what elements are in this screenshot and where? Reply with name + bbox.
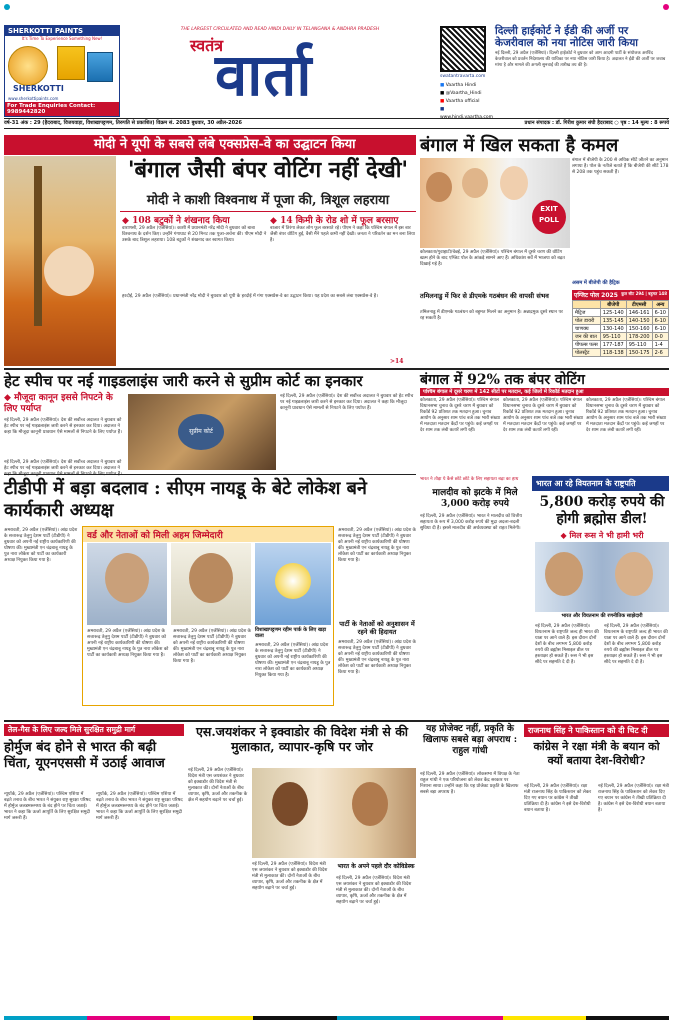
rajnath-tag: राजनाथ सिंह ने पाकिस्तान को दी चिट दी — [524, 724, 669, 737]
bengal-lead-body-1: वाराणसी, 29 अप्रैल (एजेंसियां)। काशी में प्रधानमंत्री नरेंद्र मोदी ने बुधवार को बाबा विश्वनाथ के दर्शन किए। उन्होंने गंगाघाट से 20 मिनट तक पूजा-अर्चना की। पीएम मोदी ने उसके बाद त्रिशूल लहराया। 108 बटुकों ने शंखनाद कर स्वागत किया। — [122, 226, 267, 243]
exit-poll-badge: EXIT POLL — [532, 200, 566, 234]
table-cell: चाणक्य — [573, 325, 601, 333]
bengal-right-headline[interactable]: बंगाल में खिल सकता है कमल — [420, 135, 619, 156]
person-icon — [500, 166, 528, 200]
tdp-box-body: अमरावती, 29 अप्रैल (एजेंसियां)। आंध्र प्रदेश के सत्तारूढ़ तेलुगु देशम पार्टी (टीडीपी) ने बुधवार को अपनी नई राष्ट्रीय कार्यकारिणी की घोषणा की। मुख्यमंत्री एन चंद्रबाबू नायडू के पुत्र नारा लोकेश को पार्टी का कार्यकारी अध्यक्ष नियुक्त किया गया है। — [87, 629, 169, 658]
rahul-body: नई दिल्ली, 29 अप्रैल (एजेंसियां)। लोकसभा में विपक्ष के नेता राहुल गांधी ने एक परियोजना को लेकर केंद्र सरकार पर निशाना साधा। उन्होंने कहा कि यह प्रोजेक्ट प्रकृति के खिलाफ सबसे बड़ा अपराध है। — [420, 772, 520, 795]
bengal-lead-subhead[interactable]: मोदी ने काशी विश्वनाथ में पूजा की, त्रिशूल लहराया — [146, 193, 390, 208]
table-cell: जन की बात — [573, 333, 601, 341]
lokesh-photo — [171, 543, 251, 625]
maldives-body: नई दिल्ली, 29 अप्रैल (एजेंसियां)। भारत ने मालदीव को वित्तीय सहायता के रूप में 3,000 करोड़ रुपये की मुद्रा अदला-बदली सुविधा दी है। इससे मालदीव की अर्थव्यवस्था को राहत मिलेगी। — [420, 514, 522, 531]
table-cell: पोल डायरी — [573, 317, 601, 325]
ad-tagline: It's Time To Experience Something New! — [21, 36, 103, 41]
person-icon — [545, 552, 583, 596]
bengal-voting-body-1: कोलकाता, 29 अप्रैल (एजेंसियां)। पश्चिम बंगाल विधानसभा चुनाव के दूसरे चरण में बुधवार को रिकॉर्ड 92 प्रतिशत तक मतदान हुआ। चुनाव आयोग के अनुसार शाम पांच बजे तक भारी संख्या में मतदाता मतदान केंद्रों पर पहुंचे। कई जगहों पर देर शाम तक लंबी कतारें लगी रहीं। — [420, 398, 500, 433]
ad-brand: SHERKOTTI PAINTS — [5, 26, 119, 36]
top-right-headline: दिल्ली हाईकोर्ट ने ईडी की अर्जी पर केजरीवाल को नया नोटिस जारी किया — [495, 25, 639, 49]
bullet-icon: ◆ — [560, 530, 570, 540]
hormuz-body-2: न्यूयॉर्क, 29 अप्रैल (एजेंसियां)। पश्चिम एशिया में बढ़ते तनाव के बीच भारत ने संयुक्त राष्ट्र सुरक्षा परिषद में होर्मुज जलडमरूमध्य के बंद होने पर चिंता जताई। भारत ने कहा कि ऊर्जा आपूर्ति के लिए सुरक्षित समुद्री मार्ग जरूरी हैं। — [96, 792, 183, 821]
tn-body: तमिलनाडु में डीएमके गठबंधन को बहुमत मिलने का अनुमान है। अन्नाद्रमुक दूसरे स्थान पर रह सकती है। — [420, 310, 563, 321]
person-icon — [352, 782, 388, 826]
jaishankar-photo — [252, 768, 416, 858]
modi-photo — [4, 156, 116, 366]
sherkotti-ad[interactable] — [4, 25, 120, 117]
volleyball-photo — [255, 543, 331, 625]
masthead-tagline: THE LARGEST CIRCULATED AND READ HINDI DAILY IN TELANGANA & ANDHRA PRADESH — [180, 27, 380, 32]
bengal-right-body: कोलकाता/गुवाहाटी/चेन्नई, 29 अप्रैल (एजेंसियां)। पश्चिम बंगाल में दूसरे चरण की वोटिंग खत्म होने के बाद एग्जिट पोल के आंकड़े सामने आए हैं। अधिकांश सर्वे में भाजपा को बढ़त दिखाई गई है। — [420, 250, 565, 267]
tdp-headline[interactable]: टीडीपी में बड़ा बदलाव : सीएम नायडू के बेटे लोकेश बने कार्यकारी अध्यक्ष — [4, 478, 367, 521]
tdp-body-1: अमरावती, 29 अप्रैल (एजेंसियां)। आंध्र प्रदेश के सत्तारूढ़ तेलुगु देशम पार्टी (टीडीपी) ने बुधवार को अपनी नई राष्ट्रीय कार्यकारिणी की घोषणा की। मुख्यमंत्री एन चंद्रबाबू नायडू के पुत्र नारा लोकेश को पार्टी का कार्यकारी अध्यक्ष नियुक्त किया गया है। — [4, 528, 78, 563]
table-col-header — [573, 301, 601, 309]
bengal-voting-subhead: पश्चिम बंगाल में दूसरे चरण में 142 सीटों पर मतदान, कई जिलों में रिकॉर्ड मतदान हुआ — [420, 388, 669, 396]
table-cell: 118-138 — [600, 349, 626, 357]
twitter-icon: ■ — [440, 91, 445, 96]
bengal-voting-body-2: कोलकाता, 29 अप्रैल (एजेंसियां)। पश्चिम बंगाल विधानसभा चुनाव के दूसरे चरण में बुधवार को रिकॉर्ड 92 प्रतिशत तक मतदान हुआ। चुनाव आयोग के अनुसार शाम पांच बजे तक भारी संख्या में मतदाता मतदान केंद्रों पर पहुंचे। कई जगहों पर देर शाम तक लंबी कतारें लगी रहीं। — [503, 398, 583, 433]
ad-website: www.sherkottipaints.com — [8, 96, 59, 101]
hormuz-body-1: न्यूयॉर्क, 29 अप्रैल (एजेंसियां)। पश्चिम एशिया में बढ़ते तनाव के बीच भारत ने संयुक्त राष्ट्र सुरक्षा परिषद में होर्मुज जलडमरूमध्य के बंद होने पर चिंता जताई। भारत ने कहा कि ऊर्जा आपूर्ति के लिए सुरक्षित समुद्री मार्ग जरूरी हैं। — [4, 792, 91, 821]
bullet-icon: ◆ — [270, 216, 281, 226]
tn-subhead: तमिलनाडु में फिर से डीएमके गठबंधन की वापसी संभव — [420, 292, 549, 300]
supreme-court-photo — [128, 394, 276, 470]
table-row — [573, 333, 669, 341]
table-cell: 95-110 — [600, 333, 626, 341]
jaishankar-body-2: नई दिल्ली, 29 अप्रैल (एजेंसियां)। विदेश मंत्री एस जयशंकर ने बुधवार को इक्वाडोर की विदेश मंत्री से मुलाकात की। दोनों नेताओं के बीच व्यापार, कृषि, ऊर्जा और तकनीक के क्षेत्र में सहयोग बढ़ाने पर चर्चा हुई। — [252, 862, 328, 891]
table-row — [573, 349, 669, 357]
youtube-icon: ■ — [440, 99, 445, 104]
bengal-lead-headline[interactable]: 'बंगाल जैसी बंपर वोटिंग नहीं देखी' — [127, 157, 409, 183]
vietnam-tag: भारत आ रहे वियतनाम के राष्ट्रपति — [532, 476, 669, 491]
table-cell: 125-140 — [600, 309, 626, 317]
bengal-lead-body-3: हरदोई, 29 अप्रैल (एजेंसियां)। प्रधानमंत्री नरेंद्र मोदी ने बुधवार को यूपी के हरदोई में गंगा एक्सप्रेस-वे का उद्घाटन किया। यह प्रदेश का सबसे लंबा एक्सप्रेस-वे है। — [122, 294, 378, 299]
photo-caption: विशाखापट्टणम रहीम पार्क के लिए खड़ा वाला — [255, 627, 327, 639]
registration-mark — [663, 4, 669, 10]
person-icon — [44, 246, 94, 296]
continued-marker[interactable]: >14 — [390, 358, 404, 365]
table-cell: 178-200 — [626, 333, 652, 341]
table-cell: 2-6 — [652, 349, 668, 357]
newspaper-logo: वार्ता — [215, 41, 313, 109]
tdp-box — [82, 526, 334, 706]
table-header-row — [573, 301, 669, 309]
exit-poll-table — [572, 290, 669, 357]
bengal-voting-body-3: कोलकाता, 29 अप्रैल (एजेंसियां)। पश्चिम बंगाल विधानसभा चुनाव के दूसरे चरण में बुधवार को रिकॉर्ड 92 प्रतिशत तक मतदान हुआ। चुनाव आयोग के अनुसार शाम पांच बजे तक भारी संख्या में मतदाता मतदान केंद्रों पर पहुंचे। कई जगहों पर देर शाम तक लंबी कतारें लगी रहीं। — [586, 398, 666, 433]
table-cell: 146-161 — [626, 309, 652, 317]
table-cell: मैट्रिज — [573, 309, 601, 317]
tdp-body-3: अमरावती, 29 अप्रैल (एजेंसियां)। आंध्र प्रदेश के सत्तारूढ़ तेलुगु देशम पार्टी (टीडीपी) ने बुधवार को अपनी नई राष्ट्रीय कार्यकारिणी की घोषणा की। मुख्यमंत्री एन चंद्रबाबू नायडू के पुत्र नारा लोकेश को पार्टी का कार्यकारी अध्यक्ष नियुक्त किया गया है। — [338, 640, 417, 675]
person-icon — [462, 168, 488, 198]
vietnam-subhead: ◆ मिल रूस ने भी हामी भरी — [560, 530, 644, 540]
maldives-pretitle: भारत ने तोड़ा ये कैसे छोटे छोटे के लिए सहायता बढ़ा का हाथ — [420, 477, 519, 482]
rahul-headline[interactable]: यह प्रोजेक्ट नहीं, प्रकृति के खिलाफ सबसे बड़ा अपराध : राहुल गांधी — [422, 724, 518, 756]
vietnam-caption: भारत और वियतनाम की रणनीतिक साझेदारी — [561, 613, 643, 619]
jaishankar-headline[interactable]: एस.जयशंकर ने इक्वाडोर की विदेश मंत्री से की मुलाकात, व्यापार-कृषि पर जोर — [195, 724, 409, 754]
table-cell: पीपल्स पल्स — [573, 341, 601, 349]
tdp-box-title: वर्ड और नेताओं को मिली अहम जिम्मेदारी — [83, 527, 333, 542]
social-links — [440, 82, 490, 122]
vietnam-photo — [535, 542, 669, 612]
tdp-box-body-3: अमरावती, 29 अप्रैल (एजेंसियां)। आंध्र प्रदेश के सत्तारूढ़ तेलुगु देशम पार्टी (टीडीपी) ने बुधवार को अपनी नई राष्ट्रीय कार्यकारिणी की घोषणा की। मुख्यमंत्री एन चंद्रबाबू नायडू के पुत्र नारा लोकेश को पार्टी का कार्यकारी अध्यक्ष नियुक्त किया गया है। — [255, 643, 331, 678]
ball-icon — [275, 563, 311, 599]
hate-speech-headline[interactable]: हेट स्पीच पर नई गाइडलाइंस जारी करने से सुप्रीम कोर्ट का इनकार — [4, 372, 363, 390]
social-item-twitter[interactable]: ■ @Vaartha_Hindi — [440, 91, 482, 96]
table-cell: 150-160 — [626, 325, 652, 333]
hate-speech-subhead: ◆ मौजूदा कानून इससे निपटने के लिए पर्याप्त — [4, 393, 113, 414]
jaishankar-body-1: नई दिल्ली, 29 अप्रैल (एजेंसियां)। विदेश मंत्री एस जयशंकर ने बुधवार को इक्वाडोर की विदेश मंत्री से मुलाकात की। दोनों नेताओं के बीच व्यापार, कृषि, ऊर्जा और तकनीक के क्षेत्र में सहयोग बढ़ाने पर चर्चा हुई। — [188, 768, 248, 803]
table-col-header: अन्य — [652, 301, 668, 309]
bengal-voting-headline[interactable]: बंगाल में 92% तक बंपर वोटिंग — [420, 372, 585, 388]
social-item-facebook[interactable]: ■ Vaartha Hindi — [440, 83, 477, 88]
person-icon — [615, 552, 653, 596]
facebook-icon: ■ — [440, 83, 445, 88]
table-col-header: बीजेपी — [600, 301, 626, 309]
assam-note: असम में बीजेपी की हैट्रिक — [572, 280, 620, 286]
table-row — [573, 309, 669, 317]
hormuz-headline[interactable]: होर्मुज बंद होने से भारत की बढ़ी चिंता, यूएनएससी में उठाई आवाज — [4, 740, 165, 771]
bengal-lead-body-2: बाजार में तिरंगा लेकर लोग फूल बरसाते रहे। पीएम ने कहा कि पश्चिम बंगाल में इस बार जैसी बंपर वोटिंग हुई, वैसी मैंने पहले कभी नहीं देखी। जनता ने परिवर्तन का मन बना लिया है। — [270, 226, 415, 243]
rajnath-headline[interactable]: कांग्रेस ने रक्षा मंत्री के बयान को क्यों बताया देश-विरोधी? — [533, 740, 660, 767]
top-right-body: नई दिल्ली, 29 अप्रैल (एजेंसियां)। दिल्ली हाईकोर्ट ने बुधवार को आम आदमी पार्टी के संयोजक अरविंद केजरीवाल को प्रवर्तन निदेशालय की याचिका पर नया नोटिस जारी किया है। अदालत ने ईडी की अर्जी पर जवाब मांगा है और मामले की अगली सुनवाई की तारीख तय की है। — [495, 51, 666, 68]
table-cell: 6-10 — [652, 317, 668, 325]
table-col-header: टीएमसी — [626, 301, 652, 309]
vietnam-headline[interactable]: 5,800 करोड़ रुपये की होगी ब्रह्मोस डील! — [539, 494, 665, 527]
qr-code-icon[interactable] — [440, 26, 486, 72]
table-row — [573, 325, 669, 333]
maldives-headline[interactable]: मालदीव को झटके में मिले 3,000 करोड़ रुपये — [432, 488, 518, 509]
bullet-left: ◆ 108 बटुकों ने शंखनाद किया — [122, 216, 230, 226]
hate-speech-body: नई दिल्ली, 29 अप्रैल (एजेंसियां)। देश की सर्वोच्च अदालत ने बुधवार को हेट स्पीच पर नई गाइडलाइंस जारी करने से इनकार कर दिया। अदालत ने कहा कि मौजूदा कानूनी प्रावधान ऐसे मामलों से निपटने के लिए पर्याप्त हैं। — [4, 418, 122, 435]
vietnam-body-2: नई दिल्ली, 29 अप्रैल (एजेंसियां)। वियतनाम के राष्ट्रपति जल्द ही भारत की यात्रा पर आने वाले हैं। इस दौरान दोनों देशों के बीच लगभग 5,800 करोड़ रुपये की ब्रह्मोस मिसाइल डील पर हस्ताक्षर हो सकते हैं। रूस ने भी इस सौदे पर सहमति दे दी है। — [604, 624, 668, 665]
dateline-left: वर्ष-31 अंक : 29 (हैदराबाद, विजयवाड़ा, विशाखापट्टणम, तिरुपति से प्रकाशित) विक्रम सं. 2083 बुधवार, 30 अप्रैल-2026 — [4, 120, 243, 126]
exit-poll-grid — [572, 300, 669, 357]
website-link[interactable]: swatantravarta.com — [440, 74, 486, 79]
trishul-icon — [34, 166, 42, 326]
person-icon — [426, 172, 452, 202]
hormuz-tag: तेल-गैस के लिए जल्द मिले सुरक्षित समुद्री मार्ग — [4, 724, 184, 736]
leaders-photo — [420, 158, 570, 248]
person-icon — [272, 782, 308, 826]
table-row — [573, 341, 669, 349]
table-cell: 1-4 — [652, 341, 668, 349]
logo-top: स्वतंत्र — [190, 36, 224, 55]
jaishankar-subhead: भारत के अपने पहले दौर कोविडेस्क — [337, 863, 415, 870]
hate-speech-body-cont: नई दिल्ली, 29 अप्रैल (एजेंसियां)। देश की सर्वोच्च अदालत ने बुधवार को हेट स्पीच पर नई गाइडलाइंस जारी करने से इनकार कर दिया। अदालत ने — [4, 460, 122, 471]
table-title: एग्जिट पोल 2025 — [574, 292, 618, 299]
paint-bucket-icon — [57, 46, 85, 80]
ad-product: SHERKOTTI — [13, 84, 64, 93]
registration-mark — [4, 4, 10, 10]
table-cell: 95-110 — [626, 341, 652, 349]
naidu-photo — [87, 543, 167, 625]
table-row — [573, 317, 669, 325]
dateline-right: प्रधान संपादक : डॉ. गिरीश कुमार संघी हैदराबाद ○ पृष्ठ : 14 मूल्य : 8 रूपये — [524, 120, 669, 126]
hate-speech-body-2: नई दिल्ली, 29 अप्रैल (एजेंसियां)। देश की सर्वोच्च अदालत ने बुधवार को हेट स्पीच पर नई गाइडलाइंस जारी करने से इनकार कर दिया। अदालत ने कहा कि मौजूदा कानूनी प्रावधान ऐसे मामलों से निपटने के लिए पर्याप्त हैं। — [280, 394, 414, 411]
globe-icon: ■ — [440, 107, 445, 112]
social-item-youtube[interactable]: ■ Vaartha official — [440, 99, 480, 104]
tdp-side-subhead: पार्टी के नेताओं को अनुशासन में रहने की हिदायत — [339, 620, 415, 636]
person-icon — [189, 553, 233, 603]
table-cell: 150-175 — [626, 349, 652, 357]
person-icon — [105, 553, 149, 603]
color-bar — [4, 1016, 669, 1020]
ad-enquiry: For Trade Enquiries Contact: 9989442820 — [5, 102, 119, 116]
table-cell: 140-150 — [626, 317, 652, 325]
rajnath-body-1: नई दिल्ली, 29 अप्रैल (एजेंसियां)। रक्षा मंत्री राजनाथ सिंह के पाकिस्तान को लेकर दिए गए बयान पर कांग्रेस ने तीखी प्रतिक्रिया दी है। कांग्रेस ने इसे देश-विरोधी बयान बताया है। — [524, 784, 592, 813]
paint-bucket-icon — [87, 52, 113, 82]
bengal-right-side-body: बंगाल में बीजेपी के 200 से अधिक सीटें जीतने का अनुमान लगाया है। पोल के नतीजे बताते हैं कि बीजेपी की सीटें 178 से 208 तक पहुंच सकती हैं। — [572, 158, 669, 175]
table-note: कुल सीट 294 | बहुमत 148 — [621, 291, 667, 296]
bullet-icon: ◆ — [122, 216, 133, 226]
rajnath-body-2: नई दिल्ली, 29 अप्रैल (एजेंसियां)। रक्षा मंत्री राजनाथ सिंह के पाकिस्तान को लेकर दिए गए बयान पर कांग्रेस ने तीखी प्रतिक्रिया दी है। कांग्रेस ने इसे देश-विरोधी बयान बताया है। — [598, 784, 669, 813]
caption: सुप्रीम कोर्ट — [178, 414, 224, 450]
tdp-body-2: अमरावती, 29 अप्रैल (एजेंसियां)। आंध्र प्रदेश के सत्तारूढ़ तेलुगु देशम पार्टी (टीडीपी) ने बुधवार को अपनी नई राष्ट्रीय कार्यकारिणी की घोषणा की। मुख्यमंत्री एन चंद्रबाबू नायडू के पुत्र नारा लोकेश को पार्टी का कार्यकारी अध्यक्ष नियुक्त किया गया है। — [338, 528, 417, 563]
bullet-icon: ◆ — [4, 393, 15, 403]
table-cell: 0-0 — [652, 333, 668, 341]
jaishankar-body-3: नई दिल्ली, 29 अप्रैल (एजेंसियां)। विदेश मंत्री एस जयशंकर ने बुधवार को इक्वाडोर की विदेश मंत्री से मुलाकात की। दोनों नेताओं के बीच व्यापार, कृषि, ऊर्जा और तकनीक के क्षेत्र में सहयोग बढ़ाने पर चर्चा हुई। — [336, 876, 412, 905]
table-cell: 130-140 — [600, 325, 626, 333]
top-right-story[interactable] — [495, 25, 669, 117]
table-cell: पोलस्ट्रैट — [573, 349, 601, 357]
ad-logo — [8, 46, 48, 86]
table-cell: 6-10 — [652, 325, 668, 333]
table-cell: 177-187 — [600, 341, 626, 349]
table-cell: 135-145 — [600, 317, 626, 325]
modi-banner[interactable]: मोदी ने यूपी के सबसे लंबे एक्सप्रेस-वे का उद्घाटन किया — [4, 135, 416, 155]
vietnam-body-1: नई दिल्ली, 29 अप्रैल (एजेंसियां)। वियतनाम के राष्ट्रपति जल्द ही भारत की यात्रा पर आने वाले हैं। इस दौरान दोनों देशों के बीच लगभग 5,800 करोड़ रुपये की ब्रह्मोस मिसाइल डील पर हस्ताक्षर हो सकते हैं। रूस ने भी इस सौदे पर सहमति दे दी है। — [535, 624, 599, 665]
tdp-box-body-2: अमरावती, 29 अप्रैल (एजेंसियां)। आंध्र प्रदेश के सत्तारूढ़ तेलुगु देशम पार्टी (टीडीपी) ने बुधवार को अपनी नई राष्ट्रीय कार्यकारिणी की घोषणा की। मुख्यमंत्री एन चंद्रबाबू नायडू के पुत्र नारा लोकेश को पार्टी का कार्यकारी अध्यक्ष नियुक्त किया गया है। — [173, 629, 252, 664]
table-cell: 6-10 — [652, 309, 668, 317]
bullet-right: ◆ 14 किमी के रोड शो में फूल बरसाए — [270, 216, 399, 226]
